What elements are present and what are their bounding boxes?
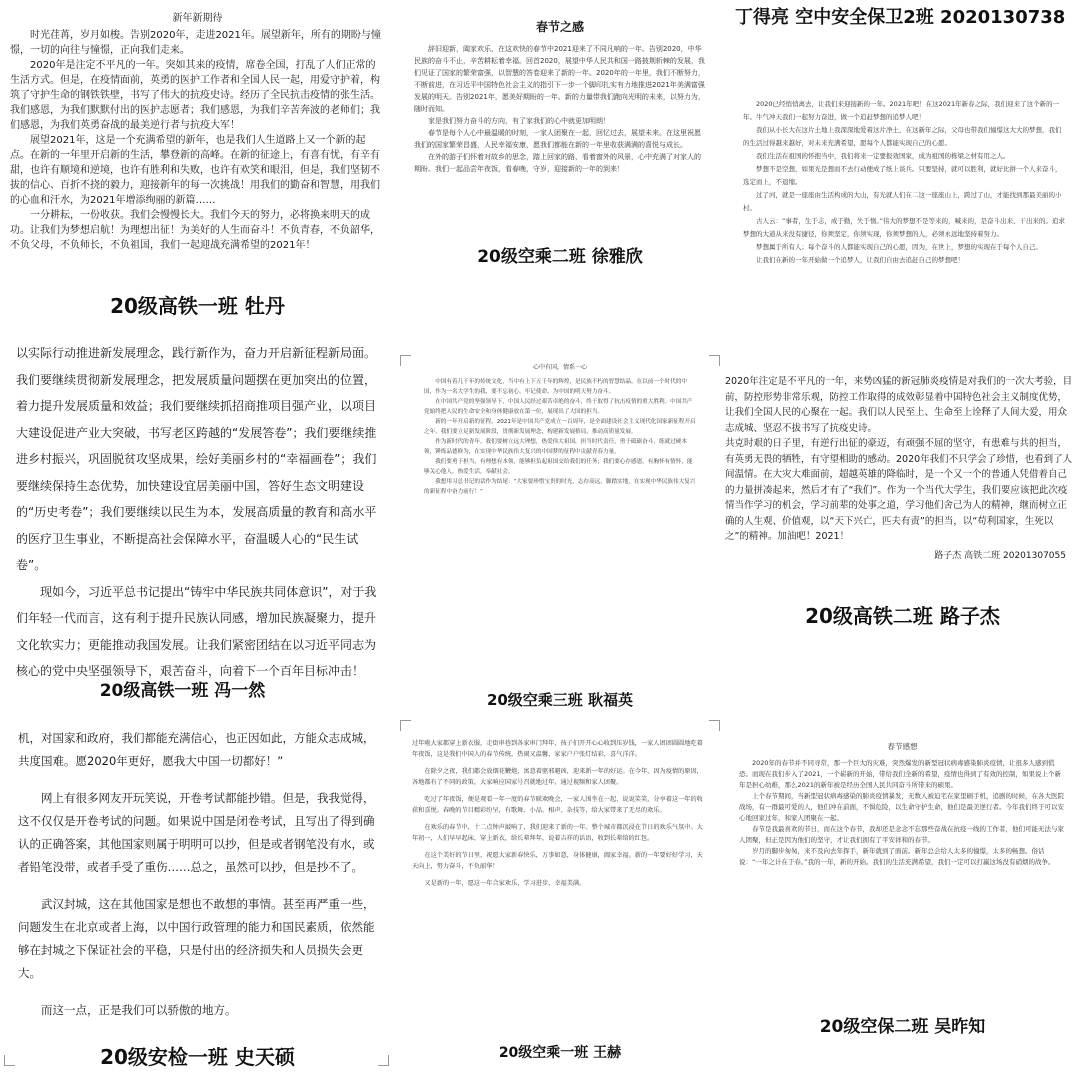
author-label: 20级空乘二班 徐雅欣 xyxy=(477,247,643,267)
essay-body xyxy=(725,752,1080,1018)
crop-mark xyxy=(709,720,720,731)
essay-paragraph: 在中国共产党的坚强领导下，中国人民经过艰苦卓绝的奋斗，终于取得了抗击疫情的重大胜利。中国共产党始终把人民的生命安全和身体健康放在第一位，展现出了大国的担当。 xyxy=(424,399,693,415)
essay-paragraph: 在外的游子们怀着对故乡的思念，踏上回家的路，看着窗外的风景，心中充满了对家人的期盼。我们一起品尝年夜饭，看春晚，守岁，迎接新的一年的到来！ xyxy=(414,153,701,173)
essay-card-shi-tianshuo xyxy=(0,715,395,1080)
author-label: 20级高铁一班 牡丹 xyxy=(110,294,285,318)
essay-paragraph: 作为新时代的青年，我们要树立远大理想，热爱伟大祖国，担当时代责任，勇于砥砺奋斗，练就过硬本领，锤炼品德修为，在实现中华民族伟大复兴的中国梦的征程中贡献青春力量。 xyxy=(424,439,687,455)
essay-paragraph: 机，对国家和政府，我们都能充满信心，也正因如此，方能众志成城，共度国难。愿2020年更好，愿我大中国一切都好！” xyxy=(18,731,375,768)
essay-body xyxy=(0,715,395,1022)
essay-paragraph: 在除夕之夜，我们都会放烟花鞭炮，寓意着驱邪避凶，迎来新一年的好运。在今年，因为疫情的原因，各地都有了不同的政策，大家响应国家号召就地过年，通过视频和家人团聚。 xyxy=(412,768,703,786)
essay-body xyxy=(400,720,720,1038)
essay-title: 春节感想 xyxy=(887,742,918,751)
essay-card-mudan xyxy=(0,0,395,340)
essay-body xyxy=(0,340,395,678)
crop-mark xyxy=(400,720,411,731)
essay-paragraph: 而这一点，正是我们可以骄傲的地方。 xyxy=(41,1003,237,1017)
author-label: 20级空乘三班 耿福英 xyxy=(486,691,634,709)
essay-card-geng-fuying xyxy=(400,355,720,715)
essay-card-wu-zuozhi xyxy=(725,730,1080,1080)
essay-paragraph: 网上有很多网友开玩笑说，开卷考试都能抄错。但是，我我觉得，这不仅仅是开卷考试的问题。如果说中国是闭卷考试，且写出了得到确认的正确答案，其他国家则属于明明可以抄，但是或者钢笔没有水，或者铅笔没带，或者手受了重伤……总之，虽然可以抄，但是抄不了。 xyxy=(18,791,375,874)
essay-paragraph: 一分耕耘，一份收获。我们会慢慢长大。我们今天的努力，必将换来明天的成功。让我们为梦想启航！为理想出征！为美好的人生而奋斗！不负青春，不负韶华，不负父母，不负师长，不负祖国，我们一起迎战充满希望的2021年！ xyxy=(10,210,380,251)
essay-title: 心中有国，情系一心 xyxy=(532,364,587,371)
essay-paragraph: 岁月的脚步匆匆，来不及向去年挥手，新年就到了面前。新年总会给人太多的憧憬，太多的畅想。俗话说：“一年之计在于春。”我的一年，新的开始。我们的生活充满希望，我们一定可以打赢这场没有硝烟的战争。 xyxy=(739,847,1055,866)
crop-mark xyxy=(400,355,411,366)
essay-paragraph: 过年啦大家都穿上新衣服，走街串巷到各家串门拜年，孩子们开开心心收到压岁钱，一家人团团圆圆地吃着年夜饭，这是我们中国人的春节传统，热闹又温馨，家家户户张灯结彩，喜气洋洋。 xyxy=(412,740,703,758)
essay-paragraph: 辞旧迎新，阖家欢乐，在这欢快的春节中2021迎来了不同凡响的一年。告别2020，中华民族的奋斗不止，辛苦耕耘着幸福。回首2020，展望中华人民共和国一路披荆斩棘的发展，我们见证了国家的繁荣富强，以智慧的答卷迎来了新的一年。2020年的一年里，我们不断努力，不断前进，在习近平中国特色社会主义的指引下一步一个脚印扎实有力地推进2021年美满富强发展的明天。告别2021年，愿美好期盼的一年。新的力量带我们跑向光明的未来，以努力为，随时而知。 xyxy=(414,45,705,113)
essay-card-feng-yiran xyxy=(0,340,395,710)
essay-paragraph: 梦想不是空想，如果光是想而不去行动便成了纸上谈兵。只要坚持，就可以胜利，就好比拼一个人来奋斗，选定而上，不退缩。 xyxy=(743,165,1062,186)
essay-card-wang-he xyxy=(400,720,720,1080)
essay-signature: 路子杰 高铁二班 20201307055 xyxy=(934,550,1066,561)
essay-body xyxy=(0,26,395,253)
essay-paragraph: 2020已经悄悄离去，让我们来迎接新的一年。2021年吧！在这2021年新春之际，我们迎来了这个新的一年。牛气冲天我们一起努力奋进，做一个追赶梦想的追梦人吧！ xyxy=(743,100,1060,121)
essay-paragraph: 2020年注定是不平凡的一年，来势凶猛的新冠肺炎疫情是对我们的一次大考验，目前，防控形势非常乐观，防控工作取得的成效彰显着中国特色社会主义制度优势，让我们全国人民的心聚在一起。我们以人民至上、生命至上诠释了人间大爱，用众志成城、坚忍不拔书写了抗疫史诗。 xyxy=(725,376,1073,434)
essay-paragraph: 展望2021年，这是一个充满希望的新年，也是我们人生道路上又一个新的起点。在新的一年里开启新的生活，攀登新的高峰。在新的征途上，有喜有忧，有辛有甜，也许有顺境和逆境，也许有胜利和失败，也许有欢笑和眼泪，但是，我们坚韧不拔的信心、百折不挠的毅力，迎接新年的每一次挑战！用我们的勤奋和智慧，用我们的心血和汗水，为2021年增添绚丽的新篇…… xyxy=(10,135,380,206)
essay-paragraph: 时光荏苒，岁月如梭。告别2020年，走进2021年。展望新年，所有的期盼与憧憬，一切的向往与憧憬，正向我们走来。 xyxy=(10,30,381,56)
essay-paragraph: 2020年是注定不平凡的一年。突如其来的疫情，席卷全国，打乱了人们正常的生活方式。但是，在疫情面前，英勇的医护工作者和全国人民一起，用爱守护着，构筑了守护生命的钢铁铁壁，书写了伟大的抗疫史诗。经历了全民抗击疫情的张生活。我们感恩，为我们默默付出的医护志愿者；我们感恩，为我们辛苦奔波的老师们；我们感恩，为我们英勇奋战的最美逆行者与抗疫大军！ xyxy=(10,60,380,131)
essay-paragraph: 中国有着几千年的传统文化，当中有上下五千年的辉煌，是民族不朽的智慧结晶。在以前一个时代的中国，作为一名大学生的我，要不忘初心，牢记使命，为中国的明天努力奋斗。 xyxy=(424,379,687,395)
essay-paragraph: 2020年的春节并不同寻常，那一个巨大的灾难，突然爆发的新型冠状病毒感染肺炎疫情，让很多人感到慌恐。而现在我们步入了2021，一个崭新的开始，带给我们全新的希望，疫情也得到了有效的控制，如果说上个新年是担心幼稚，那么2021的新年被是经历全国人民共同奋斗所带来的硕果。 xyxy=(739,759,1062,789)
essay-title: 新年新期待 xyxy=(172,13,223,24)
essay-body xyxy=(400,35,720,175)
essay-paragraph: 梦想属于所有人；每个奋斗的人都能实现自己的心愿，因为，在世上，梦想的实现在于每个人自己。 xyxy=(756,243,1042,251)
essay-paragraph: 过了河，就是一座座由生活构成的大山，有光就人们在二这一座座山上，跨过了山，才能找到那最美丽的小村。 xyxy=(743,191,1062,212)
essay-paragraph: 新的一年开启新的征程。2021年是中国共产党成立一百周年，是全面建设社会主义现代化国家新征程开启之年。我们要立足新发展阶段，贯彻新发展理念，构建新发展格局，推动高质量发展。 xyxy=(424,419,696,435)
author-label: 20级空保二班 吴昨知 xyxy=(819,1017,986,1037)
essay-body xyxy=(400,373,720,687)
essay-paragraph: 上个春节期间，当新型冠状病毒感染的肺炎疫情暴发，无数人被迫宅在家里刷手机，追剧的时候，在各大医院战场，有一群最可爱的人，他们冲在前面，不惧危险，以生命守护生命，他们是最美逆行者。今年我们终于可以安心地回家过年，和家人团聚在一起。 xyxy=(739,792,1064,822)
essay-card-lu-zijie xyxy=(725,370,1080,710)
essay-body xyxy=(743,98,1065,267)
essay-title: 春节之感 xyxy=(535,20,584,34)
essay-card-ding-deliang xyxy=(725,0,1080,360)
essay-paragraph: 我想用习总书记的话作为结尾：“大家要珍惜宝贵的时光，志存高远，脚踏实地，在实现中华民族伟大复兴的新征程中奋力前行！” xyxy=(424,479,696,495)
author-label: 20级高铁一班 冯一然 xyxy=(99,681,266,701)
essay-paragraph: 在这个美好的节日里，祝愿大家新春快乐，万事如意，身体健康，阖家幸福。新的一年要好好学习，天天向上，努力奋斗，不负韶华！ xyxy=(412,852,703,870)
essay-paragraph: 我们生活在祖国的怀抱当中，我们将来一定要报效国家，成为祖国的栋梁之材有用之人。 xyxy=(756,152,1010,160)
crop-mark xyxy=(709,355,720,366)
essay-body xyxy=(725,370,1080,564)
author-label: 20级空乘一班 王赫 xyxy=(498,1045,622,1061)
essay-paragraph: 春节是每个人心中最温暖的时刻，一家人团聚在一起，回忆过去，展望未来。在这里祝愿我们的国家繁荣昌盛，人民幸福安康，愿我们都能在新的一年里收获满满的喜悦与成长。 xyxy=(414,129,701,149)
essay-card-xu-yaxin xyxy=(400,0,720,290)
essay-paragraph: 现如今，习近平总书记提出“铸牢中华民族共同体意识”，对于我们年轻一代而言，这有利于提升民族认同感，增加民族凝聚力，提升文化软实力；更能推动我国发展。让我们紧密团结在以习近平同志为核心的党中央坚强领导下，艰苦奋斗，向着下一个百年目标冲击！ xyxy=(16,584,377,678)
essay-paragraph: 在欢乐的春节中，十二点钟声敲响了，我们迎来了新的一年。整个城市都沉浸在节日的欢乐气氛中。大年初一，人们早早起床，穿上新衣，给长辈拜年，说着吉祥的话语，收到长辈给的红包。 xyxy=(412,824,703,842)
author-label: 20级安检一班 史天硕 xyxy=(100,1045,295,1069)
essay-paragraph: 武汉封城，这在其他国家是想也不敢想的事情。甚至再严重一些，问题发生在北京或者上海，以中国行政管理的能力和国民素质，依然能够在封城之下保证社会的平稳，只是付出的经济损失和人员损失会更大。 xyxy=(18,897,375,980)
essay-paragraph: 以实际行动推进新发展理念，践行新作为，奋力开启新征程新局面。我们要继续贯彻新发展理念，把发展质量问题摆在更加突出的位置，着力提升发展质量和效益；我们要继续抓招商推项目强产业，以项目大建设促进产业大突破，书写老区跨越的“发展答卷”；我们要继续推进乡村振兴，巩固脱贫攻坚成果，绘好美丽乡村的“幸福画卷”；我们要继续保持生态优势，加快建设宜居美丽中国，答好生态文明建设的“历史考卷”；我们要继续以民生为本，发展高质量的教育和高水平的医疗卫生事业，不断提高社会保障水平，奋温暖人心的“民生试卷”。 xyxy=(16,346,377,572)
essay-paragraph: 共克时艰的日子里，有逆行出征的豪迈，有顽强不屈的坚守，有患难与共的担当，有英勇无畏的牺牲，有守望相助的感动。2020年我们不只学会了珍惜，也看到了人间温情。在大灾大难面前，超越英雄的降临时，是一个又一个的普通人凭借着自己的力量拼凑起来，然后才有了“我们”。作为一个当代大学生，我们要应该把此次疫情当作学习的机会，学习前辈的处事之道，学习他们舍己为人的精神，继而树立正确的人生观、价值观，以“天下兴亡，匹夫有责”的担当，以“苟利国家，生死以之”的精神。加油吧！2021！ xyxy=(725,438,1073,542)
essay-paragraph: 古人云：“事者，生于志，成于勤，失于惰。”伟大的梦想不是等来的，喊来的，是奋斗出来、干出来的。追求梦想的大道从来没有捷径，你须坚定，你须实现，你须梦想的人，必须永远地坚持着努力。 xyxy=(743,217,1065,238)
essay-paragraph: 吃过了年夜饭，便是观看一年一度的春节联欢晚会，一家人围坐在一起，说说笑笑，分享着这一年的收获和喜悦。春晚的节目精彩纷呈，有歌舞、小品、相声、杂技等，给大家带来了无尽的欢乐。 xyxy=(412,796,703,814)
author-label: 20级高铁二班 路子杰 xyxy=(805,604,1000,628)
essay-paragraph: 我们从小长大在这片土地上我深深地爱着这片净土，在这新年之际，父母也带我们憧憬这大大的梦想，我们的生活过得越来越好，对未来充满希望，愿每个人都能实现自己的心愿。 xyxy=(743,126,1062,147)
essay-paragraph: 让我们在新的一年开始做一个追梦人，让我们自由去追赶自己的梦想吧！ xyxy=(756,256,964,264)
essay-header: 丁得亮 空中安全保卫2班 2020130738 xyxy=(735,7,1066,28)
essay-paragraph: 春节是我最喜欢的节日，而在这个春节，我却还是念念不忘那些奋战在抗疫一线的工作者，他们可能无法与家人团聚，但正是因为他们的坚守，才让我们拥有了平安祥和的春节。 xyxy=(739,825,1064,844)
essay-paragraph: 我们要勇于担当，有理想有本领，能够担负起祖国交给我们的任务；我们要心存感恩，有胸怀有情怀，能够关心他人，热爱生活，奉献社会。 xyxy=(424,459,693,475)
essay-paragraph: 又是新的一年，愿这一年合家欢乐，学习进步，幸福美满。 xyxy=(424,880,586,887)
essay-paragraph: 家是我们努力奋斗的方向，有了家我们的心中就更加明朗！ xyxy=(428,117,610,125)
